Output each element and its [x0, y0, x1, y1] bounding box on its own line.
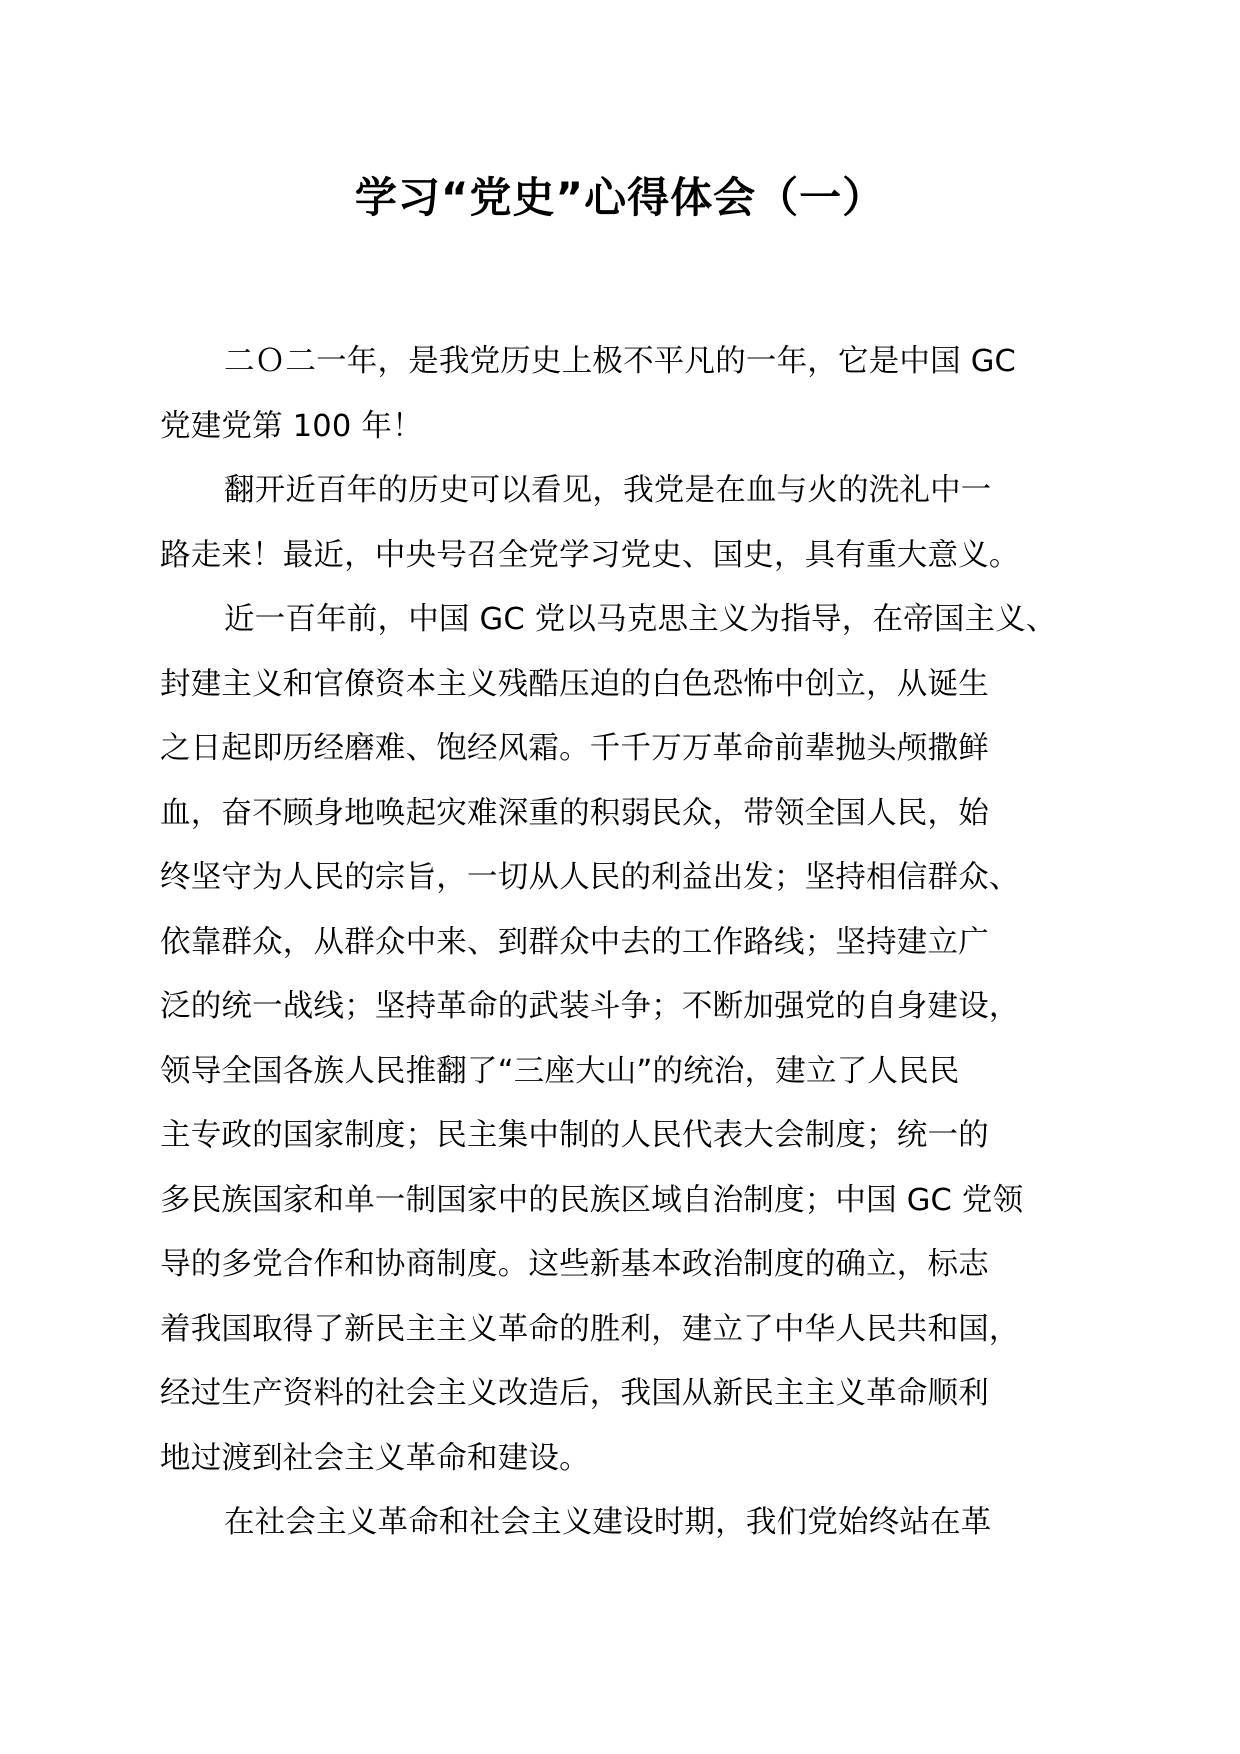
- text-line: 主专政的国家制度；民主集中制的人民代表大会制度；统一的: [160, 1118, 989, 1153]
- text-line: 路走来！最近，中央号召全党学习党史、国史，具有重大意义。: [160, 537, 1020, 573]
- text-line: 之日起即历经磨难、饱经风霜。千千万万革命前辈抛头颅撒鲜: [160, 731, 989, 766]
- text-line: 翻开近百年的历史可以看见，我党是在血与火的洗礼中一: [224, 473, 992, 508]
- document-body: [160, 330, 1105, 1556]
- text-line: 近一百年前，中国 GC 党以马克思主义为指导，在帝国主义、: [224, 602, 1057, 637]
- text-line: 泛的统一战线；坚持革命的武装斗争；不断加强党的自身建设，: [160, 989, 1020, 1024]
- text-line: 党建党第 100 年！: [160, 408, 423, 444]
- text-line: 着我国取得了新民主主义革命的胜利，建立了中华人民共和国，: [160, 1311, 1020, 1347]
- text-line: 二Ｏ二一年，是我党历史上极不平凡的一年，它是中国 GC: [224, 344, 1017, 379]
- text-line: 在社会主义革命和社会主义建设时期，我们党始终站在革: [224, 1505, 992, 1540]
- text-line: 封建主义和官僚资本主义残酷压迫的白色恐怖中创立，从诞生: [160, 666, 989, 702]
- text-line: 领导全国各族人民推翻了“三座大山”的统治，建立了人民民: [160, 1053, 960, 1089]
- text-line: 多民族国家和单一制国家中的民族区域自治制度；中国 GC 党领: [160, 1182, 1024, 1218]
- document-title: 学习“党史”心得体会（一）: [354, 173, 886, 222]
- text-line: 终坚守为人民的宗旨，一切从人民的利益出发；坚持相信群众、: [160, 860, 1020, 895]
- text-line: 血，奋不顾身地唤起灾难深重的积弱民众，带领全国人民，始: [160, 795, 989, 831]
- text-line: 导的多党合作和协商制度。这些新基本政治制度的确立，标志: [160, 1247, 989, 1282]
- text-line: 经过生产资料的社会主义改造后，我国从新民主主义革命顺利: [160, 1376, 989, 1411]
- text-line: 地过渡到社会主义革命和建设。: [160, 1440, 590, 1476]
- text-line: 依靠群众，从群众中来、到群众中去的工作路线；坚持建立广: [160, 924, 989, 960]
